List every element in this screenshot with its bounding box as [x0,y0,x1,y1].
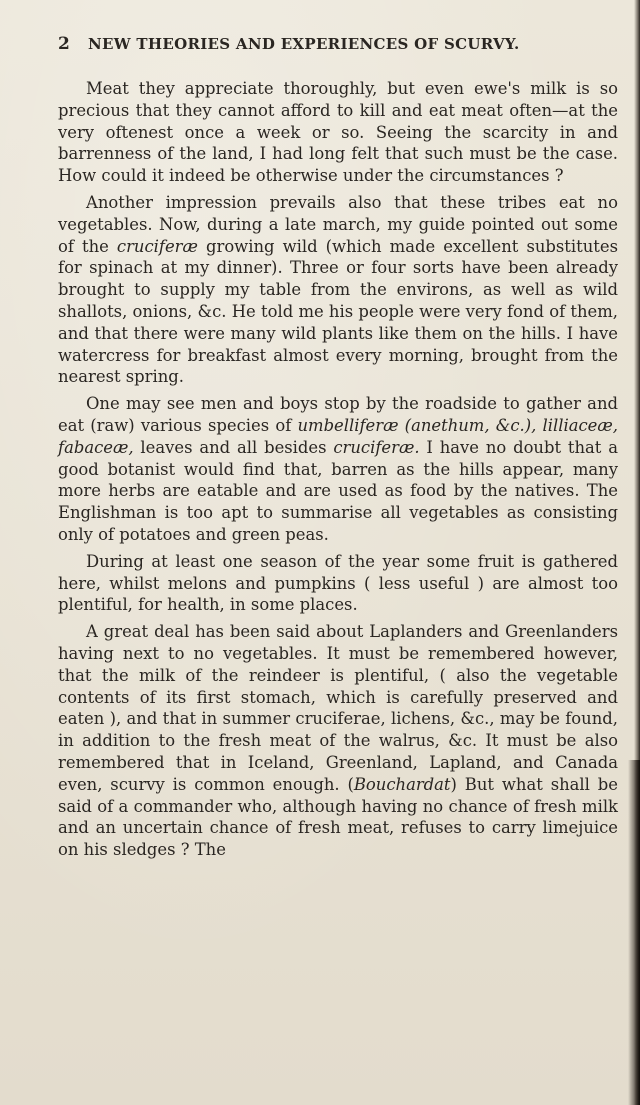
paragraph-5-text-a: A great deal has been said about Laplanders and Greenlanders having next to no vegetables. It must be remembered however, that the milk of the reindeer is plentiful, ( also the vegetable contents of its first stomach, which is carefully preserved and eaten ), and that in summer cruciferae, lichens, &c., may be found, in addition to the fresh meat of the walrus, &c. It must be also remembered that in Iceland, Greenland, Lapland, and Canada even, scurvy is common enough. ( [58,622,618,794]
running-title: NEW THEORIES AND EXPERIENCES OF SCURVY. [88,35,520,53]
paragraph-3-text-c: I have no doubt that a good botanist would find that, barren as the hills appear, many more herbs are eatable and are used as food by the natives. The Englishman is too apt to summarise all vegetables as consisting only of potatoes and green peas. [58,437,618,544]
paragraph-2 [58,192,618,388]
paragraph-4-text: During at least one season of the year some fruit is gathered here, whilst melons and pumpkins ( less useful ) are almost too plentiful, for health, in some places. [58,551,618,615]
paragraph-5-italic-citation: Bouchardat [353,774,451,794]
paragraph-5 [58,621,618,861]
paragraph-3-text-a: One may see men and boys stop by the roadside to gather and eat (raw) various species of [58,394,618,435]
paragraph-5-text-b: ) But what shall be said of a commander who, although having no chance of fresh milk and an uncertain chance of fresh meat, refuses to carry limejuice on his sledges ? The [58,774,618,860]
page-header [58,34,618,58]
page-number: 2 [58,34,70,54]
body-text [58,78,618,866]
paragraph-3-italic-term: cruciferæ. [333,437,420,457]
page-edge-shadow-lower [628,760,640,1105]
paragraph-2-text-b: growing wild (which made excellent substitutes for spinach at my dinner). Three or four sorts have been already brought to supply my table from the environs, as well as wild shallots, onions, &c. He told me his people were very fond of them, and that there were many wild plants like them on the hills. I have watercress for breakfast almost every morning, brought from the nearest spring. [58,236,618,387]
paragraph-2-italic-term: cruciferæ [116,236,198,256]
paragraph-2-text-a: Another impression prevails also that these tribes eat no vegetables. Now, during a late march, my guide pointed out some of the [58,192,618,256]
paragraph-3-italic-terms: umbelliferæ (anethum, &c.), lilliaceæ, fabaceæ, [58,415,619,457]
paragraph-4 [58,551,618,616]
paragraph-3 [58,393,618,546]
paragraph-1 [58,78,618,187]
paragraph-3-text-b: leaves and all besides [133,437,334,457]
paragraph-1-text: Meat they appreciate thoroughly, but even ewe's milk is so precious that they cannot afford to kill and eat meat often—at the very oftenest once a week or so. Seeing the scarcity in and barrenness of the land, I had long felt that such must be the case. How could it indeed be otherwise under the circumstances ? [58,79,618,186]
